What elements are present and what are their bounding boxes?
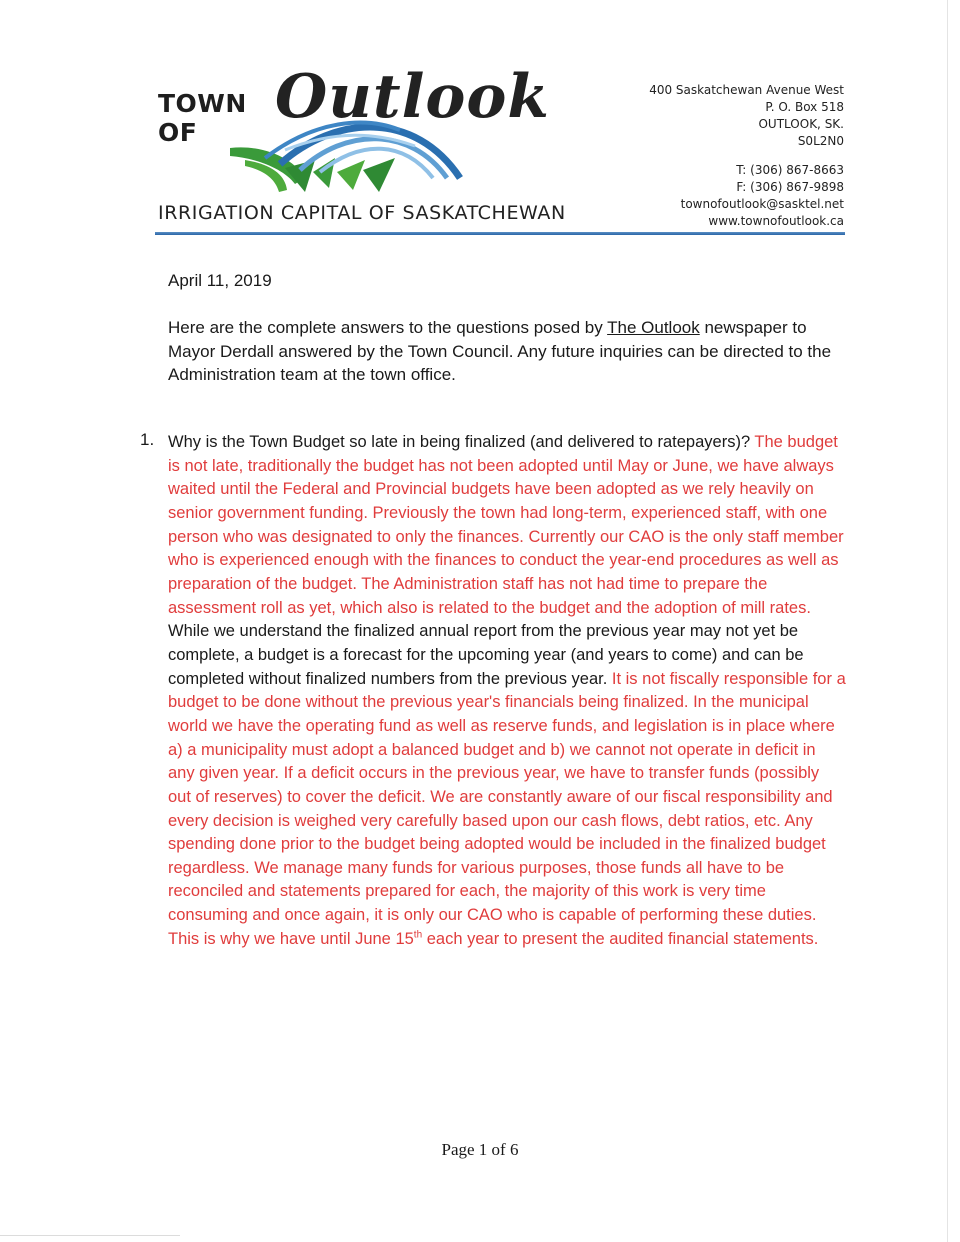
logo-wordmark: Outlook xyxy=(275,62,551,132)
outlook-logo xyxy=(225,60,551,210)
question-text: Why is the Town Budget so late in being finalized (and delivered to ratepayers)? xyxy=(168,433,755,451)
address-line: 400 Saskatchewan Avenue West xyxy=(649,83,844,97)
ordinal-suffix: th xyxy=(413,929,423,941)
address-line: P. O. Box 518 xyxy=(765,100,844,114)
contact-block xyxy=(649,82,844,230)
phone-line: T: (306) 867-8663 xyxy=(736,163,844,177)
website-line: www.townofoutlook.ca xyxy=(708,214,844,228)
question-answer-1 xyxy=(168,431,846,951)
intro-text: newspaper to Mayor Derdall answered by the Town Council. Any future inquiries can be directed to the Administration team at the town office. xyxy=(168,318,832,384)
intro-text: Here are the complete answers to the questions posed by xyxy=(168,318,608,337)
email-line: townofoutlook@sasktel.net xyxy=(680,197,844,211)
town-word: TOWN xyxy=(158,89,247,118)
scan-edge-line xyxy=(0,1235,180,1236)
newspaper-name: The Outlook xyxy=(607,318,700,337)
item-number: 1. xyxy=(140,430,155,449)
answer-text: each year to present the audited financial statements. xyxy=(422,929,819,948)
answer-text: The budget is not late, traditionally the budget has not been adopted until May or June, we have always waited until the Federal and Provincial budgets have been adopted as we rely heavily on senior government funding. Previously the town had long-term, experienced staff, with one person who was designated to only the finances. Currently our CAO is the only staff member who is experienced enough with the finances to conduct the year-end procedures as well as preparation of the budget. The Administration staff has not had time to prepare the assessment roll as yet, which also is related to the budget and the adoption of mill rates. xyxy=(168,433,844,617)
scan-edge-line xyxy=(947,0,948,1242)
letter-date: April 11, 2019 xyxy=(168,271,272,290)
letterhead-divider xyxy=(155,232,845,235)
address-line: S0L2N0 xyxy=(797,134,844,148)
fax-line: F: (306) 867-9898 xyxy=(736,180,844,194)
of-word: OF xyxy=(158,118,198,147)
address-line: OUTLOOK, SK. xyxy=(758,117,844,131)
question-text: While we understand the finalized annual report from the previous year may not yet be complete, a budget is a forecast for the upcoming year (and years to come) and can be completed without finalized numbers from the previous year. xyxy=(168,622,804,688)
answer-text: It is not fiscally responsible for a budget to be done without the previous year's financials being finalized. In the municipal world we have the operating fund as well as reserve funds, and legislation is in place where a) a municipality must adopt a balanced budget and b) we cannot not operate in deficit in any given year. If a deficit occurs in the previous year, we have to transfer funds (possibly out of reserves) to cover the deficit. We are constantly aware of our fiscal responsibility and every decision is weighed very carefully based upon our cash flows, debt ratios, etc. Any spending done prior to the budget being adopted would be included in the finalized budget regardless. We manage many funds for various purposes, those funds all have to be reconciled and statements prepared for each, the majority of this work is very time consuming and once again, it is only our CAO who is capable of performing these duties. This is why we have until June 15 xyxy=(168,669,846,948)
tagline: IRRIGATION CAPITAL OF SASKATCHEWAN xyxy=(158,202,566,224)
intro-paragraph xyxy=(168,316,858,387)
page-number: Page 1 of 6 xyxy=(441,1140,519,1159)
